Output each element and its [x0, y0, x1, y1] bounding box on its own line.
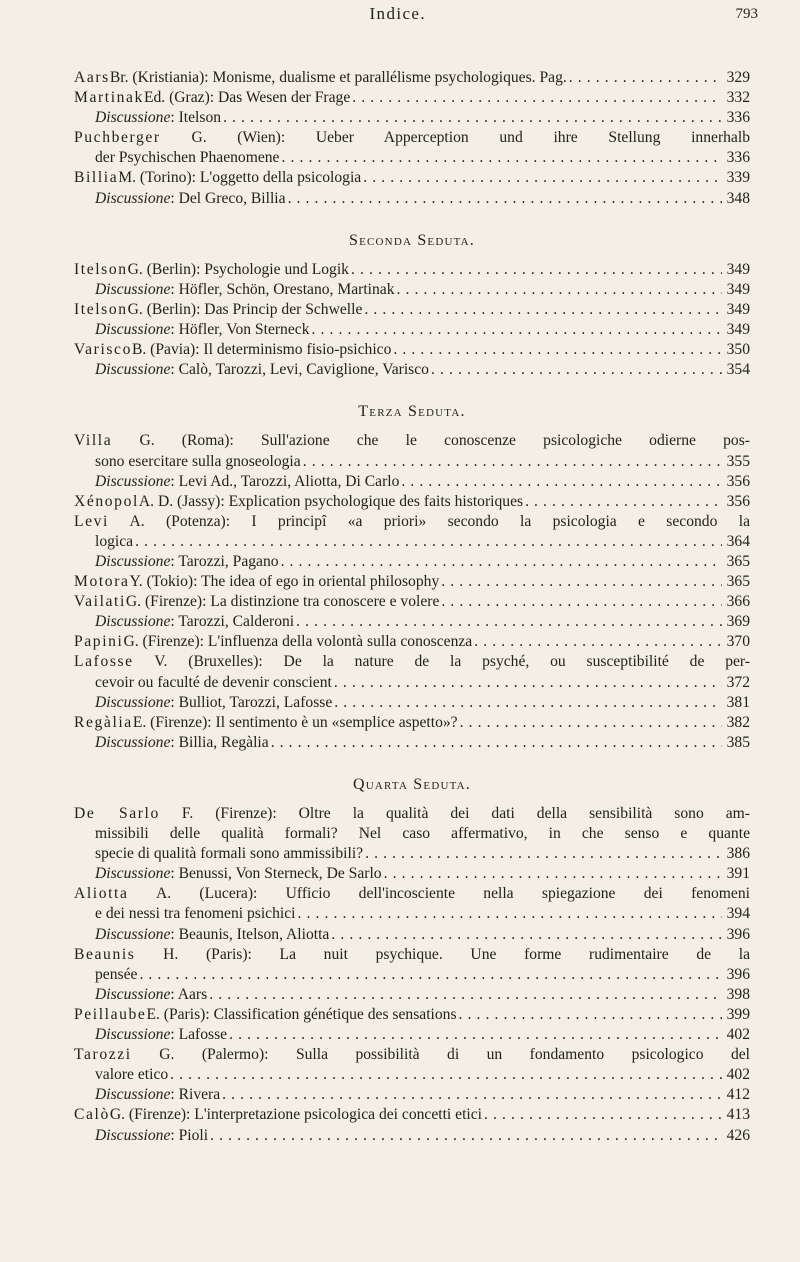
entry-text: E. (Firenze): Il sentimento è un «semplice aspetto»?: [132, 713, 458, 731]
entry-page-number: 398: [726, 985, 750, 1003]
toc-entry: [74, 88, 750, 108]
entry-line: [74, 733, 750, 753]
entry-text: Y. (Tokio): The idea of ego in oriental philosophy: [129, 573, 440, 591]
entry-line: [74, 1025, 750, 1045]
entry-text: B. (Pavia): Il determinismo fisio-psichico: [131, 341, 392, 359]
entry-page-number: 356: [726, 492, 750, 510]
entry-page-number: 385: [726, 733, 750, 751]
entry-line: [74, 632, 750, 652]
dot-leader: [474, 632, 722, 652]
entry-page-number: 336: [726, 149, 750, 167]
dot-leader: [210, 1126, 722, 1146]
entry-author: Aars: [74, 69, 110, 86]
discussion-label: Discussione: [95, 321, 171, 339]
entry-line: [74, 320, 750, 340]
entry-text: G. (Firenze): La distinzione tra conoscere e volere: [125, 593, 440, 611]
dot-leader: [296, 612, 722, 632]
entry-text: Br. (Kristiania): Monisme, dualisme et parallélisme psychologiques. Pag.: [109, 69, 567, 86]
entry-text: A. (Lucera): Ufficio dell'incosciente nella spiegazione dei fenomeni: [155, 885, 750, 903]
toc-entry: [74, 572, 750, 592]
entry-page-number: 381: [726, 693, 750, 711]
entry-text: pensée: [95, 965, 138, 983]
entry-text: missibili delle qualità formali? Nel caso affermativo, in che senso e quante: [95, 825, 750, 843]
entry-text: E. (Paris): Classification génétique des sensations: [146, 1005, 457, 1023]
entry-page-number: 412: [726, 1086, 750, 1104]
toc-entry: [74, 632, 750, 652]
entry-page-number: 391: [726, 865, 750, 883]
entry-text: Ed. (Graz): Das Wesen der Frage: [143, 89, 351, 107]
discussion-label: Discussione: [95, 1026, 171, 1044]
entry-text: sono esercitare sulla gnoseologia: [95, 452, 301, 470]
toc-entry: [74, 68, 750, 88]
entry-page-number: 396: [726, 965, 750, 983]
discussion-entry: [74, 864, 750, 884]
dot-leader: [393, 340, 722, 360]
entry-text: : Pioli: [170, 1126, 209, 1144]
toc-entry: [74, 945, 750, 985]
running-header: [60, 0, 758, 28]
dot-leader: [139, 965, 722, 985]
dot-leader: [351, 260, 722, 280]
dot-leader: [135, 532, 722, 552]
discussion-entry: [74, 1085, 750, 1105]
entry-page-number: 370: [726, 633, 750, 651]
entry-line: [74, 884, 750, 904]
entry-line: [74, 260, 750, 280]
entry-author: Xénopol: [74, 492, 139, 510]
entry-page-number: 402: [726, 1026, 750, 1044]
entry-line: [74, 108, 750, 128]
entry-page-number: 348: [726, 189, 750, 207]
entry-text: : Rivera: [170, 1086, 221, 1104]
entry-line: [74, 1105, 750, 1125]
entry-page-number: 365: [726, 573, 750, 591]
entry-author: Calò: [74, 1106, 110, 1124]
entry-line: [74, 713, 750, 733]
dot-leader: [364, 300, 722, 320]
entry-author: Itelson: [74, 260, 128, 278]
entry-page-number: 372: [726, 673, 750, 691]
entry-line: [74, 945, 750, 965]
toc-entry: [74, 168, 750, 188]
dot-leader: [484, 1105, 722, 1125]
entry-author: Itelson: [74, 300, 128, 318]
discussion-label: Discussione: [95, 552, 171, 570]
entry-text: specie di qualità formali sono ammissibili?: [95, 845, 364, 863]
discussion-entry: [74, 360, 750, 380]
dot-leader: [569, 68, 722, 88]
entry-page-number: 366: [726, 593, 750, 611]
section-heading: Terza Seduta.: [358, 403, 466, 421]
entry-author: Regàlia: [74, 713, 133, 731]
dot-leader: [298, 904, 723, 924]
dot-leader: [397, 280, 722, 300]
dot-leader: [229, 1025, 722, 1045]
entry-page-number: 349: [726, 280, 750, 298]
dot-leader: [441, 572, 722, 592]
entry-line: [74, 592, 750, 612]
entry-page-number: 332: [726, 89, 750, 107]
dot-leader: [222, 1085, 722, 1105]
entry-page-number: 382: [726, 713, 750, 731]
discussion-entry: [74, 693, 750, 713]
toc-entry: [74, 652, 750, 692]
section-heading: Seconda Seduta.: [348, 231, 476, 249]
dot-leader: [281, 552, 722, 572]
toc-entry: [74, 1005, 750, 1025]
entry-author: Aliotta: [74, 885, 129, 903]
discussion-entry: [74, 472, 750, 492]
entry-line: [74, 431, 750, 451]
dot-leader: [223, 108, 722, 128]
entry-author: Peillaube: [74, 1005, 147, 1023]
entry-page-number: 369: [726, 613, 750, 631]
discussion-label: Discussione: [95, 613, 171, 631]
entry-page-number: 350: [726, 341, 750, 359]
entry-line: [74, 168, 750, 188]
entry-line: [74, 300, 750, 320]
entry-author: Martinak: [74, 89, 144, 107]
entry-text: : Beaunis, Itelson, Aliotta: [170, 925, 330, 943]
entry-line: [74, 1005, 750, 1025]
discussion-label: Discussione: [95, 733, 171, 751]
entry-text: valore etico: [95, 1066, 169, 1084]
entry-page-number: 354: [726, 361, 750, 379]
toc-entry: [74, 592, 750, 612]
discussion-entry: [74, 108, 750, 128]
entry-line: [74, 612, 750, 632]
entry-line: [74, 128, 750, 148]
discussion-label: Discussione: [95, 280, 171, 298]
toc-entry: [74, 713, 750, 733]
entry-line: [74, 88, 750, 108]
entry-line: [74, 1085, 750, 1105]
entry-line: [74, 804, 750, 824]
entry-page-number: 386: [726, 845, 750, 863]
discussion-label: Discussione: [95, 1126, 171, 1144]
entry-author: Beaunis: [74, 945, 136, 963]
entry-line: [74, 360, 750, 380]
dot-leader: [170, 1065, 722, 1085]
entry-author: Levi: [74, 512, 109, 530]
entry-line: [74, 673, 750, 693]
entry-line: [74, 904, 750, 924]
entry-page-number: 339: [726, 169, 750, 187]
dot-leader: [459, 1005, 722, 1025]
discussion-entry: [74, 985, 750, 1005]
entry-line: [74, 189, 750, 209]
entry-line: [74, 824, 750, 844]
entry-line: [74, 693, 750, 713]
toc-entry: [74, 492, 750, 512]
entry-text: : Calò, Tarozzi, Levi, Caviglione, Varisco: [170, 361, 429, 379]
entry-author: Puchberger: [74, 129, 161, 147]
entry-page-number: 399: [726, 1005, 750, 1023]
discussion-label: Discussione: [95, 1086, 171, 1104]
entry-page-number: 396: [726, 925, 750, 943]
discussion-label: Discussione: [95, 109, 171, 127]
dot-leader: [209, 985, 722, 1005]
discussion-entry: [74, 612, 750, 632]
entry-text: logica: [95, 532, 134, 550]
dot-leader: [401, 472, 722, 492]
toc-entry: [74, 128, 750, 168]
running-title: Indice.: [369, 4, 427, 23]
toc-entry: [74, 431, 750, 471]
toc-entry: [74, 340, 750, 360]
discussion-label: Discussione: [95, 189, 171, 207]
entry-line: [74, 492, 750, 512]
entry-line: [74, 552, 750, 572]
entry-page-number: 329: [726, 69, 750, 86]
entry-line: [74, 1065, 750, 1085]
entry-author: Tarozzi: [74, 1046, 132, 1064]
discussion-entry: [74, 552, 750, 572]
dot-leader: [271, 733, 722, 753]
entry-text: : Billia, Regàlia: [170, 733, 269, 751]
entry-text: G. (Firenze): L'influenza della volontà sulla conoscenza: [123, 633, 473, 651]
toc-entry: [74, 884, 750, 924]
entry-line: [74, 844, 750, 864]
dot-leader: [281, 148, 722, 168]
dot-leader: [303, 452, 722, 472]
entry-page-number: 349: [726, 260, 750, 278]
table-of-contents: [74, 68, 750, 1146]
discussion-label: Discussione: [95, 693, 171, 711]
entry-line: [74, 985, 750, 1005]
entry-line: [74, 452, 750, 472]
entry-text: : Höfler, Von Sterneck: [170, 321, 310, 339]
entry-author: Papini: [74, 633, 124, 651]
dot-leader: [525, 492, 722, 512]
entry-text: M. (Torino): L'oggetto della psicologia: [118, 169, 362, 187]
entry-line: [74, 68, 750, 88]
entry-line: [74, 532, 750, 552]
dot-leader: [365, 844, 722, 864]
entry-text: A. (Potenza): I principî «a priori» secondo la psicologia e secondo la: [129, 512, 750, 530]
dot-leader: [288, 189, 722, 209]
toc-entry: [74, 260, 750, 280]
entry-text: A. D. (Jassy): Explication psychologique des faits historiques: [138, 492, 524, 510]
entry-page-number: 394: [726, 905, 750, 923]
entry-text: G. (Palermo): Sulla possibilità di un fondamento psicologico del: [159, 1046, 750, 1064]
entry-line: [74, 512, 750, 532]
discussion-entry: [74, 280, 750, 300]
dot-leader: [441, 592, 722, 612]
discussion-label: Discussione: [95, 472, 171, 490]
toc-entry: [74, 1105, 750, 1125]
entry-page-number: 356: [726, 472, 750, 490]
toc-entry: [74, 300, 750, 320]
entry-text: V. (Bruxelles): De la nature de la psyché, ou susceptibilité de per-: [154, 653, 750, 671]
dot-leader: [460, 713, 722, 733]
entry-line: [74, 572, 750, 592]
entry-text: G. (Berlin): Das Princip der Schwelle: [127, 300, 363, 318]
entry-author: Villa: [74, 432, 113, 450]
entry-text: : Aars: [170, 985, 208, 1003]
discussion-entry: [74, 1126, 750, 1146]
section-heading: Quarta Seduta.: [353, 775, 471, 793]
entry-text: : Itelson: [170, 109, 222, 127]
entry-text: : Tarozzi, Pagano: [170, 552, 279, 570]
entry-page-number: 364: [726, 532, 750, 550]
entry-page-number: 365: [726, 552, 750, 570]
entry-line: [74, 472, 750, 492]
entry-page-number: 349: [726, 300, 750, 318]
dot-leader: [384, 864, 722, 884]
discussion-label: Discussione: [95, 985, 171, 1003]
discussion-entry: [74, 1025, 750, 1045]
discussion-entry: [74, 925, 750, 945]
entry-author: De Sarlo: [74, 805, 160, 822]
discussion-entry: [74, 189, 750, 209]
entry-text: F. (Firenze): Oltre la qualità dei dati della sensibilità sono am-: [181, 805, 751, 822]
entry-line: [74, 965, 750, 985]
discussion-label: Discussione: [95, 925, 171, 943]
entry-text: G. (Wien): Ueber Apperception und ihre Stellung innerhalb: [191, 129, 750, 147]
entry-text: cevoir ou faculté de devenir conscient: [95, 673, 332, 691]
dot-leader: [334, 673, 722, 693]
dot-leader: [334, 693, 722, 713]
entry-text: G. (Roma): Sull'azione che le conoscenze psicologiche odierne pos-: [139, 432, 750, 450]
dot-leader: [312, 320, 723, 340]
entry-page-number: 355: [726, 452, 750, 470]
discussion-label: Discussione: [95, 361, 171, 379]
entry-author: Vailati: [74, 593, 126, 611]
dot-leader: [431, 360, 722, 380]
entry-text: : Lafosse: [170, 1026, 228, 1044]
entry-line: [74, 340, 750, 360]
entry-author: Billia: [74, 169, 119, 187]
entry-text: : Benussi, Von Sterneck, De Sarlo: [170, 865, 382, 883]
entry-text: der Psychischen Phaenomene: [95, 149, 280, 167]
entry-page-number: 349: [726, 321, 750, 339]
entry-page-number: 426: [726, 1126, 750, 1144]
entry-line: [74, 652, 750, 672]
entry-text: : Del Greco, Billia: [170, 189, 286, 207]
entry-page-number: 402: [726, 1066, 750, 1084]
toc-entry: [74, 1045, 750, 1085]
dot-leader: [352, 88, 722, 108]
entry-page-number: 413: [726, 1106, 750, 1124]
dot-leader: [363, 168, 722, 188]
entry-line: [74, 1126, 750, 1146]
entry-text: G. (Firenze): L'interpretazione psicologica dei concetti etici: [109, 1106, 482, 1124]
page-number: 793: [735, 5, 758, 22]
entry-author: Lafosse: [74, 653, 134, 671]
entry-text: e dei nessi tra fenomeni psichici: [95, 905, 296, 923]
dot-leader: [331, 925, 722, 945]
entry-line: [74, 1045, 750, 1065]
entry-line: [74, 925, 750, 945]
entry-text: G. (Berlin): Psychologie und Logik: [127, 260, 349, 278]
entry-line: [74, 280, 750, 300]
toc-entry: [74, 512, 750, 552]
entry-text: : Bulliot, Tarozzi, Lafosse: [170, 693, 333, 711]
discussion-entry: [74, 320, 750, 340]
entry-line: [74, 148, 750, 168]
entry-text: : Levi Ad., Tarozzi, Aliotta, Di Carlo: [170, 472, 400, 490]
discussion-entry: [74, 733, 750, 753]
discussion-label: Discussione: [95, 865, 171, 883]
entry-page-number: 336: [726, 109, 750, 127]
entry-author: Motora: [74, 573, 130, 591]
entry-text: H. (Paris): La nuit psychique. Une forme rudimentaire de la: [163, 945, 750, 963]
entry-author: Varisco: [74, 341, 132, 359]
entry-text: : Höfler, Schön, Orestano, Martinak: [170, 280, 395, 298]
entry-line: [74, 864, 750, 884]
entry-text: : Tarozzi, Calderoni: [170, 613, 295, 631]
toc-entry: [74, 804, 750, 864]
